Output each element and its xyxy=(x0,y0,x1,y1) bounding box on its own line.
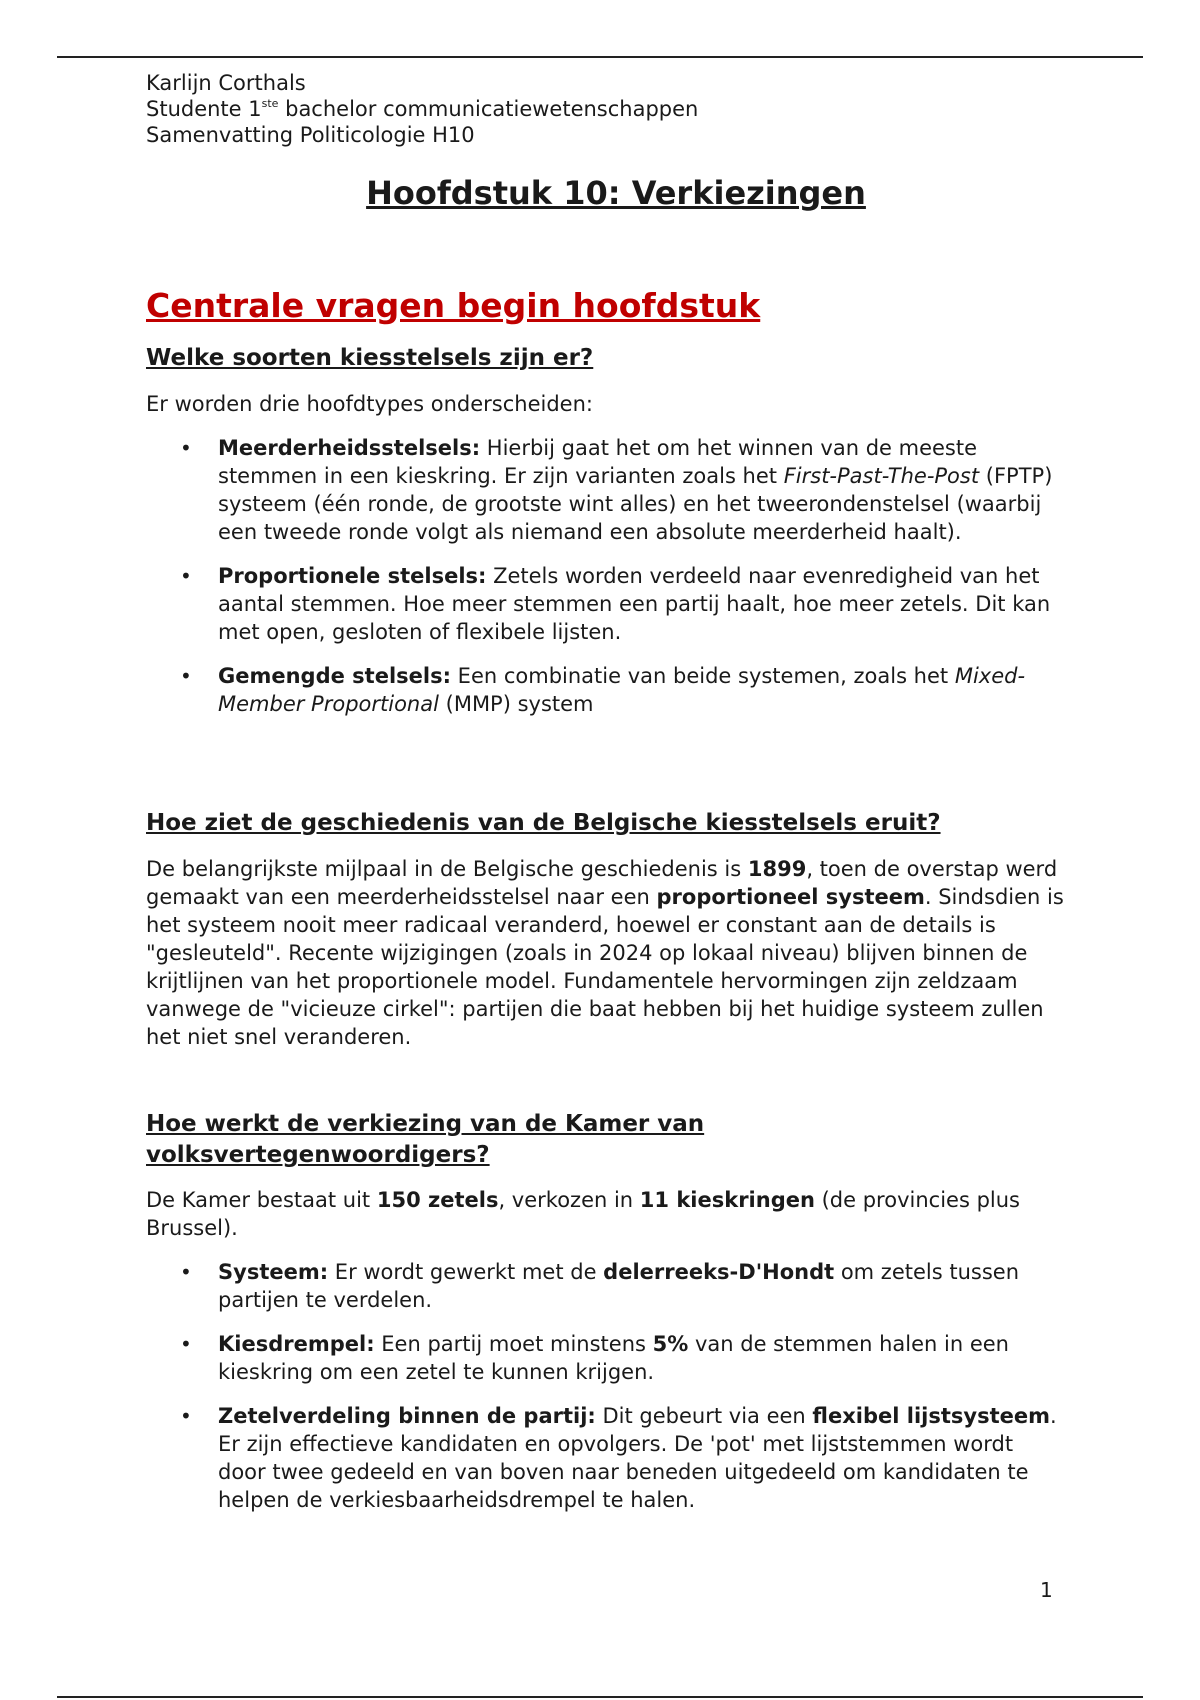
page-title: Hoofdstuk 10: Verkiezingen xyxy=(366,174,866,212)
question-heading-kamer: Hoe werkt de verkiezing van de Kamer van volksvertegenwoordigers? xyxy=(146,1111,705,1168)
kamer-intro-paragraph: De Kamer bestaat uit 150 zetels, verkozen in 11 kieskringen (de provincies plus Brussel). xyxy=(146,1188,1020,1240)
list-item: • Kiesdrempel: Een partij moet minstens 5% van de stemmen halen in een kieskring om een zetel te kunnen krijgen. xyxy=(146,1330,1066,1386)
document-header xyxy=(146,70,698,148)
top-rule xyxy=(57,56,1143,58)
question-heading-geschiedenis: Hoe ziet de geschiedenis van de Belgische kiesstelsels eruit? xyxy=(146,810,941,836)
list-item: • Gemengde stelsels: Een combinatie van beide systemen, zoals het Mixed-Member Proportional (MMP) system xyxy=(146,662,1066,718)
bottom-rule xyxy=(57,1696,1143,1698)
list-item: • Proportionele stelsels: Zetels worden verdeeld naar evenredigheid van het aantal stemmen. Hoe meer stemmen een partij haalt, hoe meer zetels. Dit kan met open, gesloten of flexibele lijsten. xyxy=(146,562,1066,646)
author-name: Karlijn Corthals xyxy=(146,71,306,95)
page-number: 1 xyxy=(1040,1578,1053,1602)
course-line: Samenvatting Politicologie H10 xyxy=(146,123,475,147)
kamer-list xyxy=(146,1258,1066,1530)
list-item: • Meerderheidsstelsels: Hierbij gaat het om het winnen van de meeste stemmen in een kieskring. Er zijn varianten zoals het First-Past-The-Post (FPTP) systeem (één ronde, de grootste wint alles) en het tweerondenstelsel (waarbij een tweede ronde volgt als niemand een absolute meerderheid haalt). xyxy=(146,434,1066,546)
list-item: • Systeem: Er wordt gewerkt met de delerreeks-D'Hondt om zetels tussen partijen te verdelen. xyxy=(146,1258,1066,1314)
section-heading: Centrale vragen begin hoofdstuk xyxy=(146,286,761,325)
student-line: Studente 1ste bachelor communicatiewetenschappen xyxy=(146,97,699,121)
history-paragraph: De belangrijkste mijlpaal in de Belgische geschiedenis is 1899, toen de overstap werd gemaakt van een meerderheidsstelsel naar een proportioneel systeem. Sindsdien is het systeem nooit meer radicaal veranderd, hoewel er constant aan de details is "gesleuteld". Recente wijzigingen (zoals in 2024 op lokaal niveau) blijven binnen de krijtlijnen van het proportionele model. Fundamentele hervormingen zijn zeldzaam vanwege de "vicieuze cirkel": partijen die baat hebben bij het huidige systeem zullen het niet snel veranderen. xyxy=(146,857,1064,1049)
list-item: • Zetelverdeling binnen de partij: Dit gebeurt via een flexibel lijstsysteem. Er zijn effectieve kandidaten en opvolgers. De 'pot' met lijststemmen wordt door twee gedeeld en van boven naar beneden uitgedeeld om kandidaten te helpen de verkiesbaarheidsdrempel te halen. xyxy=(146,1402,1066,1514)
kiesstelsels-list xyxy=(146,434,1066,734)
intro-paragraph: Er worden drie hoofdtypes onderscheiden: xyxy=(146,392,593,416)
question-heading-kiesstelsels: Welke soorten kiesstelsels zijn er? xyxy=(146,345,594,371)
